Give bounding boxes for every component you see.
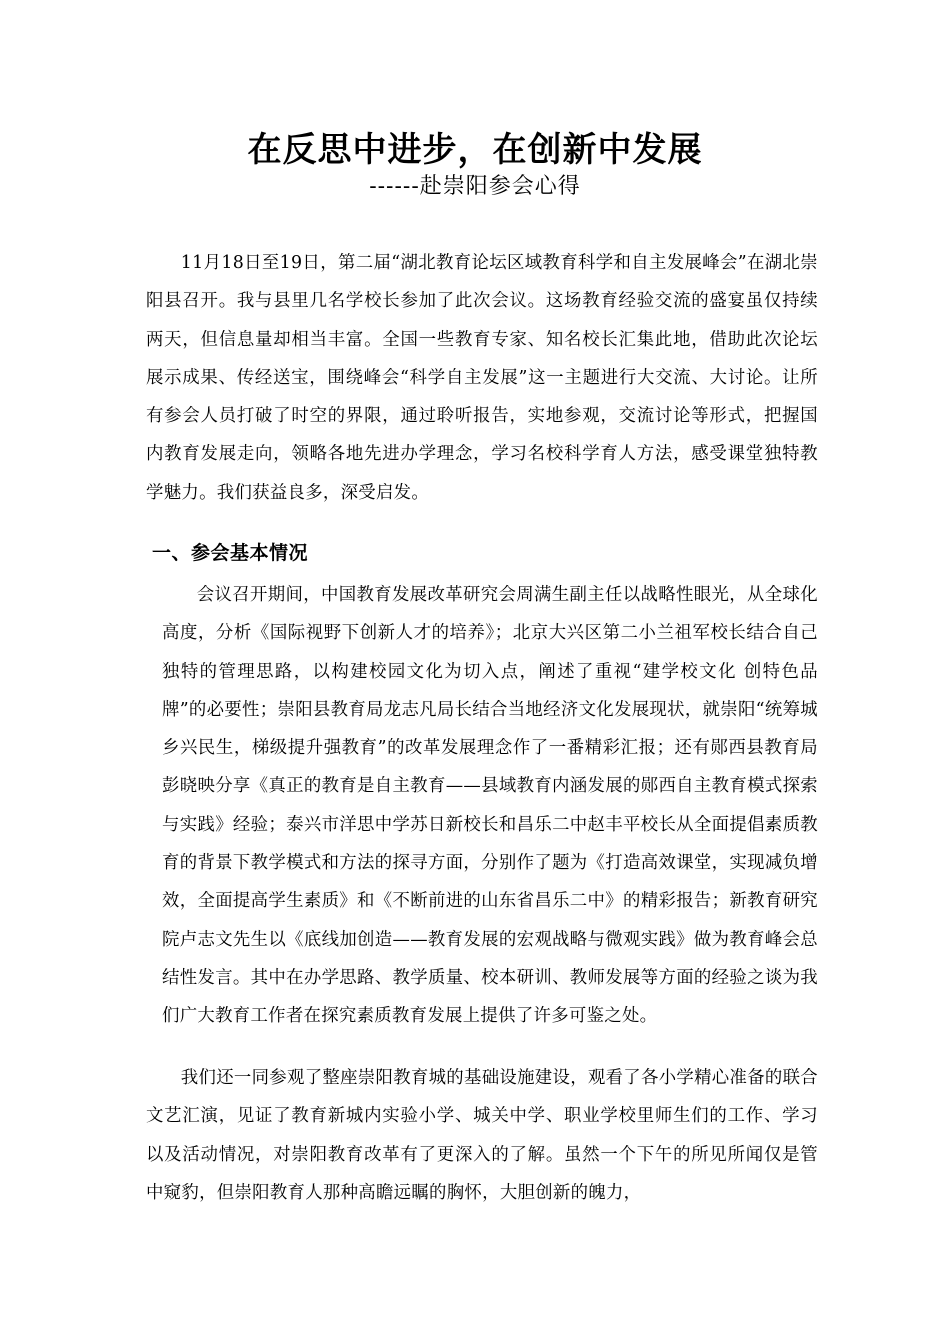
section-heading: 一、参会基本情况 — [152, 542, 309, 564]
document-subtitle: ------赴崇阳参会心得 — [369, 174, 581, 199]
section-paragraph-continued: 我们还一同参观了整座崇阳教育城的基础设施建设，观看了各小学精心准备的联合文艺汇演，见证了教育新城内实验小学、城关中学、职业学校里师生们的工作、学习以及活动情况，对崇阳教育改革有了更深入的了解。虽然一个下午的所见所闻仅是管中窥豹，但崇阳教育人那种高瞻远瞩的胸怀，大胆创新的魄力， — [146, 1068, 818, 1203]
section-paragraph: 会议召开期间，中国教育发展改革研究会周满生副主任以战略性眼光，从全球化高度，分析《国际视野下创新人才的培养》；北京大兴区第二小兰祖军校长结合自己独特的管理思路，以构建校园文化为切入点，阐述了重视“建学校文化 创特色品牌”的必要性；崇阳县教育局龙志凡局长结合当地经济文化发展现状，就崇阳“统筹城乡兴民生，梯级提升强教育”的改革发展理念作了一番精彩汇报；还有郧西县教育局彭晓映分享《真正的教育是自主教育——县域教育内涵发展的郧西自主教育模式探索与实践》经验；泰兴市洋思中学苏日新校长和昌乐二中赵丰平校长从全面提倡素质教育的背景下教学模式和方法的探寻方面，分别作了题为《打造高效课堂，实现减负增效，全面提高学生素质》和《不断前进的山东省昌乐二中》的精彩报告；新教育研究院卢志文先生以《底线加创造——教育发展的宏观战略与微观实践》做为教育峰会总结性发言。其中在办学思路、教学质量、校本研训、教师发展等方面的经验之谈为我们广大教育工作者在探究素质教育发展上提供了许多可鉴之处。 — [162, 585, 818, 1027]
intro-paragraph: 11月18日至19日，第二届“湖北教育论坛区域教育科学和自主发展峰会”在湖北崇阳县召开。我与县里几名学校长参加了此次会议。这场教育经验交流的盛宴虽仅持续两天，但信息量却相当丰富。全国一些教育专家、知名校长汇集此地，借助此次论坛展示成果、传经送宝，围绕峰会“科学自主发展”这一主题进行大交流、大讨论。让所有参会人员打破了时空的界限，通过聆听报告，实地参观，交流讨论等形式，把握国内教育发展走向，领略各地先进办学理念，学习名校科学育人方法，感受课堂独特教学魅力。我们获益良多，深受启发。 — [146, 253, 818, 503]
document-title: 在反思中进步，在创新中发展 — [247, 130, 703, 170]
